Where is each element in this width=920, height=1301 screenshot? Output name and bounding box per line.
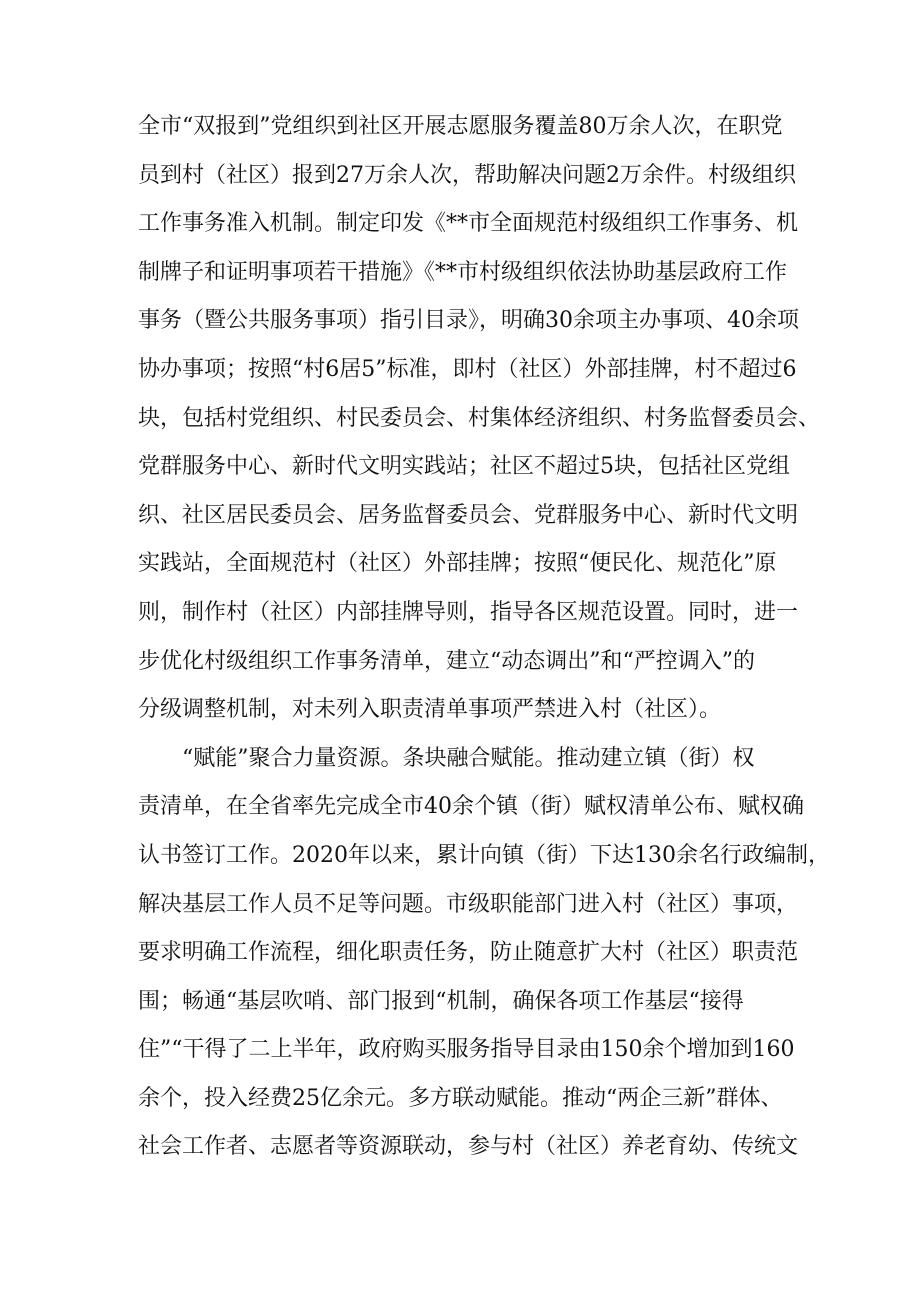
paragraph-2 bbox=[138, 735, 830, 1172]
text-line: 织、社区居民委员会、居务监督委员会、党群服务中心、新时代文明 bbox=[138, 502, 799, 528]
text-line: 步优化村级组织工作事务清单，建立“动态调出”和“严控调入”的 bbox=[138, 648, 755, 674]
text-line: 余个，投入经费25亿余元。多方联动赋能。推动“两企三新”群体、 bbox=[138, 1085, 783, 1111]
text-line: 党群服务中心、新时代文明实践站；社区不超过5块，包括社区党组 bbox=[138, 454, 790, 480]
text-line: 事务（暨公共服务事项）指引目录》，明确30余项主办事项、40余项 bbox=[138, 308, 799, 334]
paragraph-1 bbox=[138, 103, 821, 735]
text-line: 员到村（社区）报到27万余人次，帮助解决问题2万余件。村级组织 bbox=[138, 162, 796, 188]
text-line: 解决基层工作人员不足等问题。市级职能部门进入村（社区）事项， bbox=[138, 891, 799, 917]
text-line: 全市“双报到”党组织到社区开展志愿服务覆盖80万余人次，在职党 bbox=[138, 114, 783, 139]
text-line: 责清单，在全省率先完成全市40余个镇（街）赋权清单公布、赋权确 bbox=[138, 794, 804, 820]
text-line: 围；畅通“基层吹哨、部门报到“机制，确保各项工作基层“接得 bbox=[138, 988, 744, 1014]
text-line: 制牌子和证明事项若干措施》《**市村级组织依法协助基层政府工作 bbox=[138, 259, 788, 285]
text-line: 住”“干得了二上半年，政府购买服务指导目录由150余个增加到160 bbox=[138, 1037, 795, 1063]
text-line: 块，包括村党组织、村民委员会、村集体经济组织、村务监督委员会、 bbox=[138, 405, 821, 431]
text-line: 要求明确工作流程，细化职责任务，防止随意扩大村（社区）职责范 bbox=[138, 940, 799, 966]
text-line: 则，制作村（社区）内部挂牌导则，指导各区规范设置。同时，进一 bbox=[138, 599, 799, 625]
document-body bbox=[138, 103, 830, 1172]
text-line: 社会工作者、志愿者等资源联动，参与村（社区）养老育幼、传统文 bbox=[138, 1134, 799, 1160]
text-line: “赋能”聚合力量资源。条块融合赋能。推动建立镇（街）权 bbox=[182, 745, 755, 771]
text-line: 实践站，全面规范村（社区）外部挂牌；按照“便民化、规范化”原 bbox=[138, 551, 777, 577]
text-line: 认书签订工作。2020年以来，累计向镇（街）下达130余名行政编制， bbox=[138, 842, 830, 868]
text-line: 分级调整机制，对未列入职责清单事项严禁进入村（社区）。 bbox=[138, 697, 722, 723]
text-line: 协办事项；按照“村6居5”标准，即村（社区）外部挂牌，村不超过6 bbox=[138, 356, 797, 382]
text-line: 工作事务准入机制。制定印发《**市全面规范村级组织工作事务、机 bbox=[138, 211, 799, 237]
